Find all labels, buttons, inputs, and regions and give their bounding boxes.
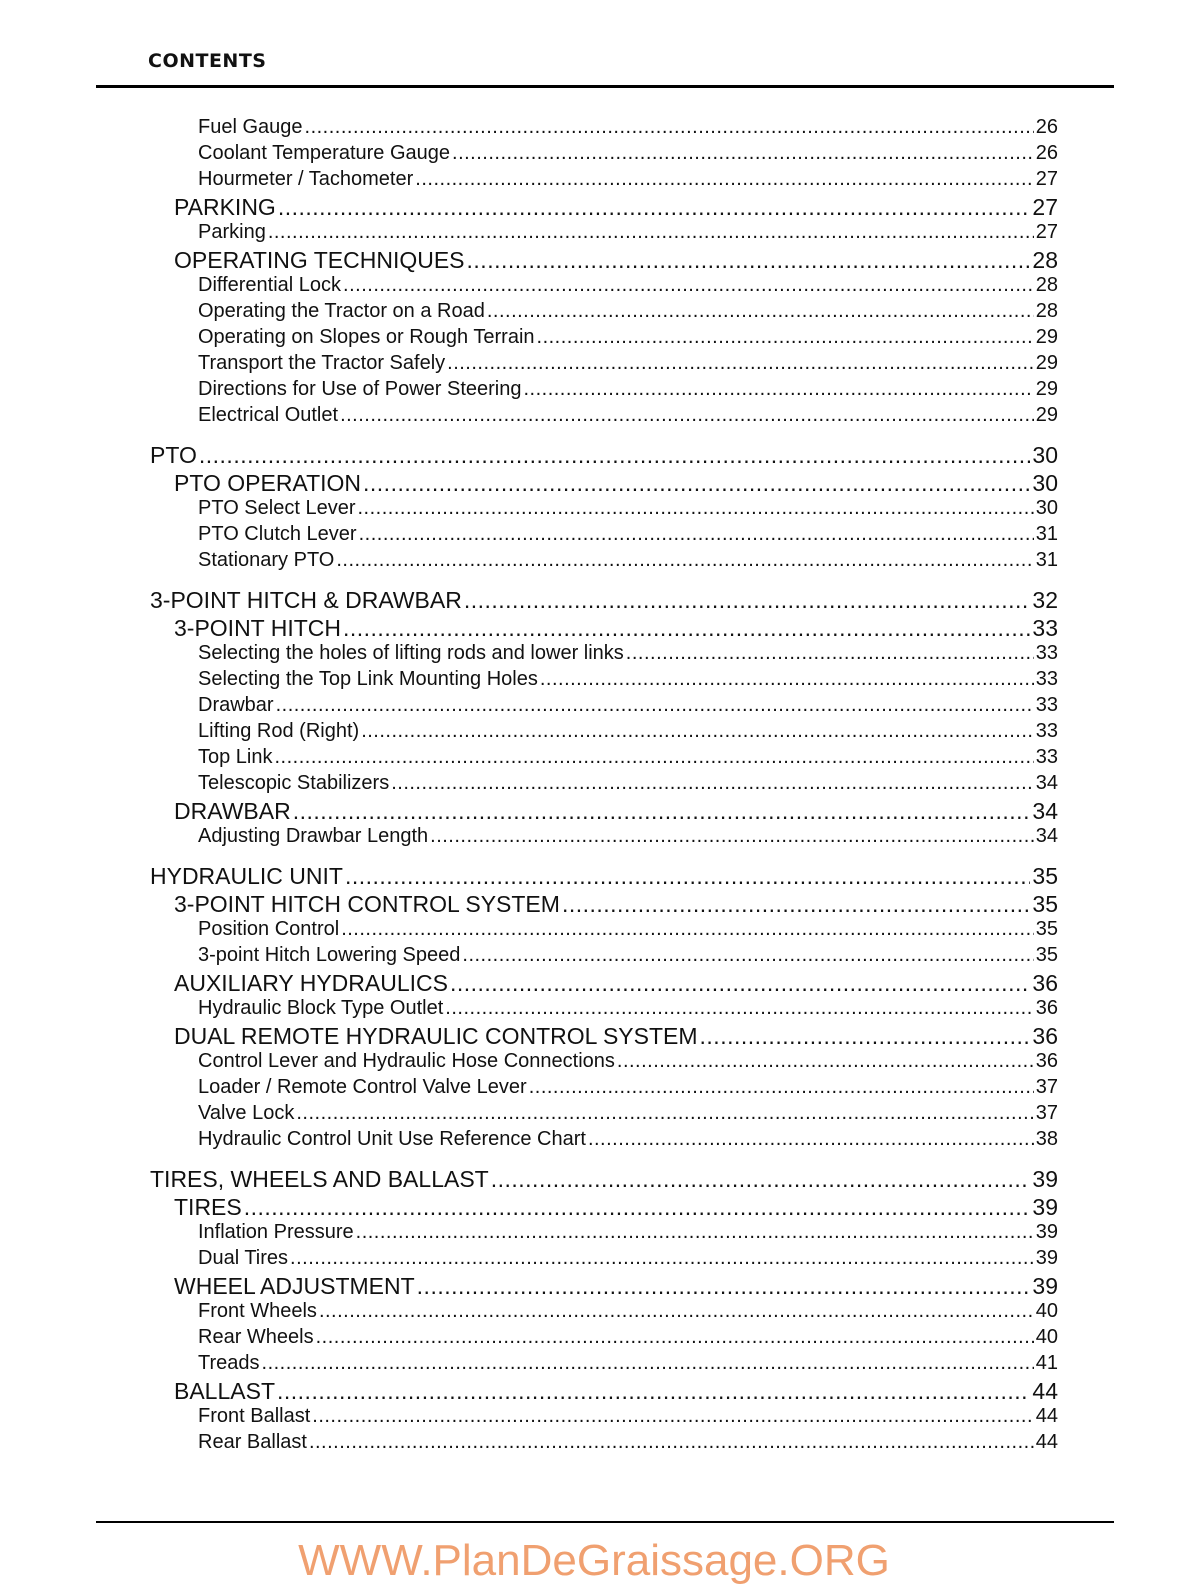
toc-entry-label: 3-point Hitch Lowering Speed [198, 944, 461, 966]
toc-entry-label: Transport the Tractor Safely [198, 352, 446, 374]
toc-dot-leader [341, 918, 1034, 941]
toc-entry-label: WHEEL ADJUSTMENT [174, 1273, 415, 1299]
toc-entry-page: 41 [1035, 1352, 1058, 1374]
toc-dot-leader [277, 1378, 1030, 1405]
toc-subsection [198, 720, 1058, 746]
toc-entry-label: PTO Clutch Lever [198, 523, 357, 545]
toc-entry-label: Control Lever and Hydraulic Hose Connections [198, 1050, 615, 1072]
toc-subsection [198, 274, 1058, 300]
toc-subsection [198, 746, 1058, 772]
toc-entry-label: Selecting the Top Link Mounting Holes [198, 668, 538, 690]
toc-subsection [198, 523, 1058, 549]
toc-entry-page: 40 [1035, 1326, 1058, 1348]
toc-subsection [198, 221, 1058, 247]
header-rule [96, 85, 1114, 88]
toc-dot-leader [417, 1273, 1031, 1300]
toc-entry-page: 33 [1035, 668, 1058, 690]
toc-entry-label: Inflation Pressure [198, 1221, 354, 1243]
toc-entry-label: Hourmeter / Tachometer [198, 168, 414, 190]
toc-dot-leader [359, 523, 1034, 546]
toc-subsection [198, 1326, 1058, 1352]
toc-subsection [198, 1050, 1058, 1076]
toc-dot-leader [415, 168, 1033, 191]
section-gap [0, 430, 1188, 442]
toc-entry-page: 36 [1032, 970, 1058, 996]
toc-entry-label: Hydraulic Control Unit Use Reference Chart [198, 1128, 586, 1150]
page-header-title: CONTENTS [148, 50, 267, 72]
toc-section [174, 615, 1058, 642]
toc-entry-page: 34 [1035, 772, 1058, 794]
toc-dot-leader [487, 300, 1034, 323]
toc-entry-label: HYDRAULIC UNIT [150, 863, 343, 889]
toc-entry-label: Directions for Use of Power Steering [198, 378, 522, 400]
toc-dot-leader [278, 194, 1031, 221]
toc-entry-label: PTO OPERATION [174, 470, 362, 496]
toc-dot-leader [276, 694, 1034, 717]
toc-entry-page: 36 [1035, 997, 1058, 1019]
toc-dot-leader [361, 720, 1034, 743]
toc-subsection [198, 1102, 1058, 1128]
toc-entry-page: 39 [1035, 1221, 1058, 1243]
toc-entry-label: Adjusting Drawbar Length [198, 825, 429, 847]
toc-subsection [198, 142, 1058, 168]
toc-entry-page: 35 [1035, 918, 1058, 940]
toc-dot-leader [345, 863, 1030, 890]
toc-entry-page: 40 [1035, 1300, 1058, 1322]
toc-section [174, 798, 1058, 825]
toc-dot-leader [293, 798, 1031, 825]
toc-entry-page: 35 [1032, 863, 1058, 889]
toc-dot-leader [319, 1300, 1034, 1323]
toc-entry-page: 30 [1032, 442, 1058, 468]
toc-subsection [198, 497, 1058, 523]
toc-entry-page: 34 [1032, 798, 1058, 824]
toc-subsection [198, 825, 1058, 851]
toc-subsection [198, 642, 1058, 668]
toc-subsection [198, 997, 1058, 1023]
toc-dot-leader [305, 116, 1034, 139]
toc-subsection [198, 352, 1058, 378]
toc-subsection [198, 378, 1058, 404]
toc-entry-page: 29 [1035, 326, 1058, 348]
toc-entry-label: Position Control [198, 918, 340, 940]
toc-subsection [198, 1352, 1058, 1378]
toc-entry-label: Differential Lock [198, 274, 342, 296]
toc-entry-label: OPERATING TECHNIQUES [174, 247, 465, 273]
toc-section [174, 247, 1058, 274]
toc-entry-label: DRAWBAR [174, 798, 291, 824]
toc-dot-leader [244, 1194, 1031, 1221]
toc-entry-label: Hydraulic Block Type Outlet [198, 997, 444, 1019]
section-gap [0, 575, 1188, 587]
toc-entry-page: 44 [1032, 1378, 1058, 1404]
toc-entry-page: 33 [1035, 694, 1058, 716]
toc-entry-label: TIRES, WHEELS AND BALLAST [150, 1166, 489, 1192]
toc-section [174, 970, 1058, 997]
toc-entry-page: 35 [1032, 891, 1058, 917]
toc-entry-page: 28 [1035, 274, 1058, 296]
toc-entry-label: Selecting the holes of lifting rods and lower links [198, 642, 624, 664]
toc-entry-label: Stationary PTO [198, 549, 335, 571]
toc-entry-label: Rear Ballast [198, 1431, 307, 1453]
toc-entry-page: 36 [1035, 1050, 1058, 1072]
toc-chapter [150, 587, 1058, 615]
toc-entry-label: PTO Select Lever [198, 497, 356, 519]
toc-entry-label: Parking [198, 221, 266, 243]
toc-entry-page: 39 [1032, 1166, 1058, 1192]
toc-entry-label: Operating the Tractor on a Road [198, 300, 485, 322]
toc-entry-page: 26 [1035, 142, 1058, 164]
toc-dot-leader [357, 497, 1033, 520]
toc-dot-leader [296, 1102, 1033, 1125]
toc-entry-label: TIRES [174, 1194, 242, 1220]
toc-entry-label: Front Ballast [198, 1405, 311, 1427]
toc-entry-page: 38 [1035, 1128, 1058, 1150]
toc-dot-leader [700, 1023, 1031, 1050]
toc-subsection [198, 1405, 1058, 1431]
toc-entry-label: PTO [150, 442, 197, 468]
toc-entry-label: BALLAST [174, 1378, 275, 1404]
toc-dot-leader [268, 221, 1034, 244]
toc-subsection [198, 772, 1058, 798]
toc-entry-page: 27 [1032, 194, 1058, 220]
toc-dot-leader [537, 326, 1034, 349]
footer-rule [96, 1521, 1114, 1523]
toc-subsection [198, 1300, 1058, 1326]
toc-entry-label: Valve Lock [198, 1102, 295, 1124]
toc-section [174, 1023, 1058, 1050]
toc-entry-label: 3-POINT HITCH CONTROL SYSTEM [174, 891, 560, 917]
toc-subsection [198, 116, 1058, 142]
toc-subsection [198, 1076, 1058, 1102]
toc-entry-page: 29 [1035, 352, 1058, 374]
toc-entry-label: AUXILIARY HYDRAULICS [174, 970, 448, 996]
toc-section [174, 1378, 1058, 1405]
toc-subsection [198, 168, 1058, 194]
toc-entry-page: 44 [1035, 1431, 1058, 1453]
toc-entry-label: DUAL REMOTE HYDRAULIC CONTROL SYSTEM [174, 1023, 698, 1049]
toc-dot-leader [316, 1326, 1034, 1349]
toc-dot-leader [445, 997, 1033, 1020]
toc-entry-page: 27 [1035, 168, 1058, 190]
toc-dot-leader [462, 944, 1033, 967]
toc-dot-leader [199, 442, 1031, 469]
toc-section [174, 470, 1058, 497]
toc-dot-leader [312, 1405, 1033, 1428]
toc-entry-label: Dual Tires [198, 1247, 289, 1269]
toc-subsection [198, 549, 1058, 575]
toc-dot-leader [340, 404, 1034, 427]
toc-entry-page: 34 [1035, 825, 1058, 847]
toc-dot-leader [275, 746, 1034, 769]
toc-section [174, 194, 1058, 221]
toc-section [174, 1273, 1058, 1300]
toc-dot-leader [452, 142, 1034, 165]
toc-entry-page: 33 [1035, 720, 1058, 742]
toc-dot-leader [523, 378, 1033, 401]
section-gap [0, 851, 1188, 863]
toc-entry-page: 30 [1032, 470, 1058, 496]
toc-dot-leader [447, 352, 1034, 375]
toc-entry-page: 33 [1035, 642, 1058, 664]
toc-section [174, 891, 1058, 918]
toc-entry-label: Rear Wheels [198, 1326, 314, 1348]
toc-entry-page: 36 [1032, 1023, 1058, 1049]
toc-entry-page: 33 [1032, 615, 1058, 641]
toc-entry-label: Electrical Outlet [198, 404, 339, 426]
toc-entry-page: 29 [1035, 404, 1058, 426]
toc-dot-leader [467, 247, 1031, 274]
toc-dot-leader [491, 1166, 1031, 1193]
toc-subsection [198, 694, 1058, 720]
toc-entry-page: 39 [1035, 1247, 1058, 1269]
toc-entry-label: Fuel Gauge [198, 116, 303, 138]
toc-entry-label: PARKING [174, 194, 276, 220]
toc-dot-leader [450, 970, 1030, 997]
table-of-contents [0, 116, 1188, 1457]
toc-entry-page: 39 [1032, 1273, 1058, 1299]
toc-subsection [198, 918, 1058, 944]
toc-entry-page: 39 [1032, 1194, 1058, 1220]
toc-entry-page: 29 [1035, 378, 1058, 400]
toc-chapter [150, 1166, 1058, 1194]
toc-dot-leader [529, 1076, 1034, 1099]
toc-entry-label: Top Link [198, 746, 273, 768]
toc-entry-page: 33 [1035, 746, 1058, 768]
toc-entry-page: 28 [1032, 247, 1058, 273]
watermark: WWW.PlanDeGraissage.ORG [298, 1536, 890, 1585]
toc-entry-page: 44 [1035, 1405, 1058, 1427]
toc-entry-page: 37 [1035, 1076, 1058, 1098]
toc-entry-label: 3-POINT HITCH & DRAWBAR [150, 587, 462, 613]
toc-entry-page: 26 [1035, 116, 1058, 138]
toc-dot-leader [363, 470, 1030, 497]
toc-subsection [198, 1221, 1058, 1247]
toc-dot-leader [262, 1352, 1034, 1375]
toc-dot-leader [626, 642, 1034, 665]
toc-subsection [198, 1431, 1058, 1457]
toc-dot-leader [464, 587, 1031, 614]
toc-entry-page: 30 [1035, 497, 1058, 519]
toc-dot-leader [343, 274, 1034, 297]
toc-entry-page: 31 [1035, 549, 1058, 571]
toc-subsection [198, 326, 1058, 352]
toc-subsection [198, 1128, 1058, 1154]
toc-entry-label: Drawbar [198, 694, 274, 716]
toc-subsection [198, 1247, 1058, 1273]
toc-dot-leader [588, 1128, 1034, 1151]
toc-entry-page: 28 [1035, 300, 1058, 322]
toc-dot-leader [562, 891, 1030, 918]
toc-entry-page: 35 [1035, 944, 1058, 966]
toc-entry-page: 32 [1032, 587, 1058, 613]
toc-dot-leader [309, 1431, 1034, 1454]
toc-subsection [198, 300, 1058, 326]
toc-entry-page: 31 [1035, 523, 1058, 545]
toc-entry-label: Front Wheels [198, 1300, 317, 1322]
toc-dot-leader [391, 772, 1034, 795]
toc-entry-label: Treads [198, 1352, 260, 1374]
toc-dot-leader [336, 549, 1033, 572]
toc-entry-label: Operating on Slopes or Rough Terrain [198, 326, 535, 348]
toc-entry-label: 3-POINT HITCH [174, 615, 341, 641]
toc-dot-leader [540, 668, 1034, 691]
toc-section [174, 1194, 1058, 1221]
toc-dot-leader [343, 615, 1030, 642]
toc-entry-label: Loader / Remote Control Valve Lever [198, 1076, 527, 1098]
toc-subsection [198, 944, 1058, 970]
toc-entry-page: 37 [1035, 1102, 1058, 1124]
toc-entry-label: Lifting Rod (Right) [198, 720, 360, 742]
section-gap [0, 1154, 1188, 1166]
toc-subsection [198, 668, 1058, 694]
toc-entry-label: Telescopic Stabilizers [198, 772, 390, 794]
toc-dot-leader [290, 1247, 1034, 1270]
toc-chapter [150, 442, 1058, 470]
toc-chapter [150, 863, 1058, 891]
toc-dot-leader [356, 1221, 1034, 1244]
toc-dot-leader [617, 1050, 1034, 1073]
toc-dot-leader [430, 825, 1034, 848]
toc-subsection [198, 404, 1058, 430]
toc-entry-label: Coolant Temperature Gauge [198, 142, 451, 164]
toc-entry-page: 27 [1035, 221, 1058, 243]
